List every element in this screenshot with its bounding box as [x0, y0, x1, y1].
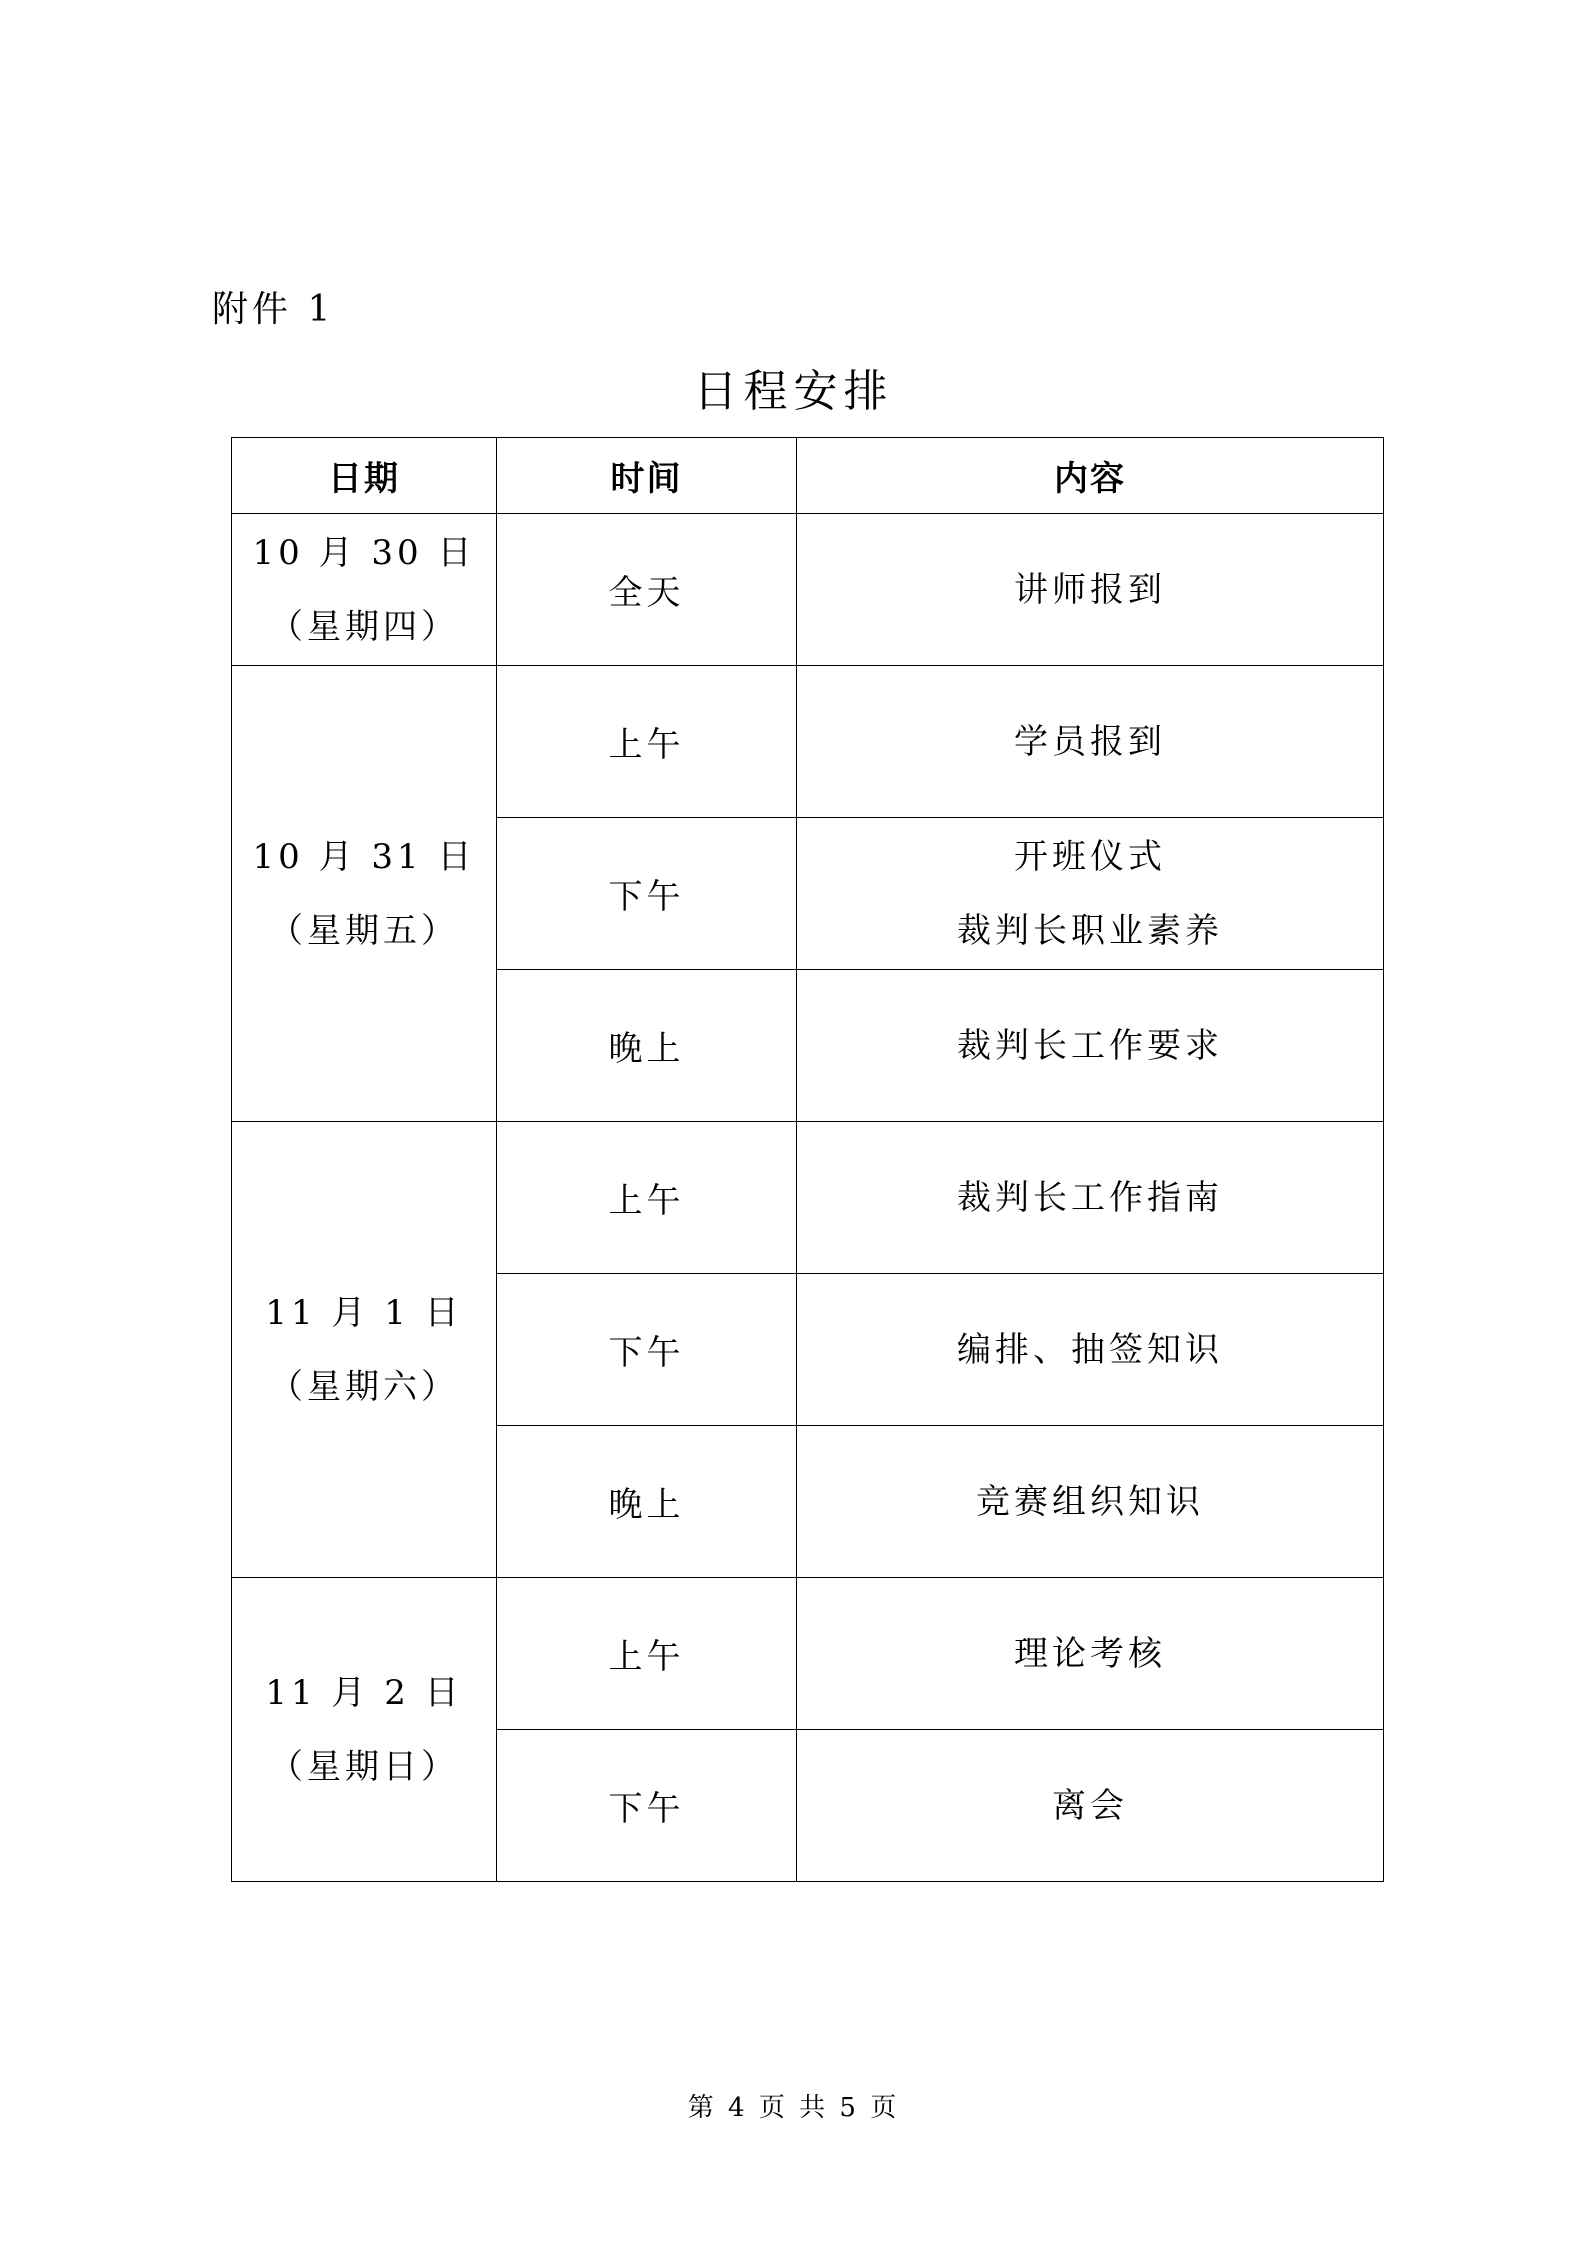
header-date: 日期 [232, 438, 497, 514]
header-time: 时间 [497, 438, 797, 514]
page-title: 日程安排 [693, 366, 894, 417]
schedule-table [231, 437, 1384, 1882]
table-row [232, 514, 1384, 666]
table-header-row [232, 438, 1384, 514]
content-cell [797, 818, 1384, 970]
table-row [232, 666, 1384, 818]
attachment-label: 附件 1 [212, 289, 335, 330]
date-text: 11 月 1 日 [265, 1292, 463, 1333]
content-cell [797, 970, 1384, 1122]
date-text: 10 月 31 日 [252, 836, 476, 877]
time-cell: 下午 [497, 1730, 797, 1882]
time-cell: 下午 [497, 1274, 797, 1426]
content-text: 学员报到 [1014, 721, 1166, 762]
content-cell [797, 1730, 1384, 1882]
content-text: 竞赛组织知识 [976, 1481, 1204, 1522]
weekday-text: （星期日） [269, 1746, 459, 1787]
time-cell: 上午 [497, 1578, 797, 1730]
content-text: 裁判长工作指南 [957, 1177, 1223, 1218]
page-footer: 第 4 页 共 5 页 [687, 2093, 900, 2123]
table-row [232, 1122, 1384, 1274]
content-text: 开班仪式 [1014, 836, 1166, 877]
date-text: 11 月 2 日 [265, 1672, 463, 1713]
time-cell: 全天 [497, 514, 797, 666]
date-cell [232, 1122, 497, 1578]
time-cell: 上午 [497, 666, 797, 818]
content-text: 裁判长职业素养 [957, 910, 1223, 951]
content-cell [797, 514, 1384, 666]
weekday-text: （星期五） [269, 910, 459, 951]
date-cell [232, 514, 497, 666]
weekday-text: （星期四） [269, 606, 459, 647]
table-row [232, 1578, 1384, 1730]
time-cell: 下午 [497, 818, 797, 970]
time-cell: 上午 [497, 1122, 797, 1274]
content-cell [797, 1426, 1384, 1578]
content-text: 离会 [1052, 1785, 1128, 1826]
content-text: 讲师报到 [1014, 569, 1166, 610]
time-cell: 晚上 [497, 1426, 797, 1578]
content-text: 裁判长工作要求 [957, 1025, 1223, 1066]
date-cell [232, 666, 497, 1122]
header-content: 内容 [797, 438, 1384, 514]
date-text: 10 月 30 日 [252, 532, 476, 573]
content-text: 理论考核 [1014, 1633, 1166, 1674]
content-cell [797, 1122, 1384, 1274]
content-text: 编排、抽签知识 [957, 1329, 1223, 1370]
date-cell [232, 1578, 497, 1882]
content-cell [797, 666, 1384, 818]
content-cell [797, 1578, 1384, 1730]
time-cell: 晚上 [497, 970, 797, 1122]
weekday-text: （星期六） [269, 1366, 459, 1407]
content-cell [797, 1274, 1384, 1426]
